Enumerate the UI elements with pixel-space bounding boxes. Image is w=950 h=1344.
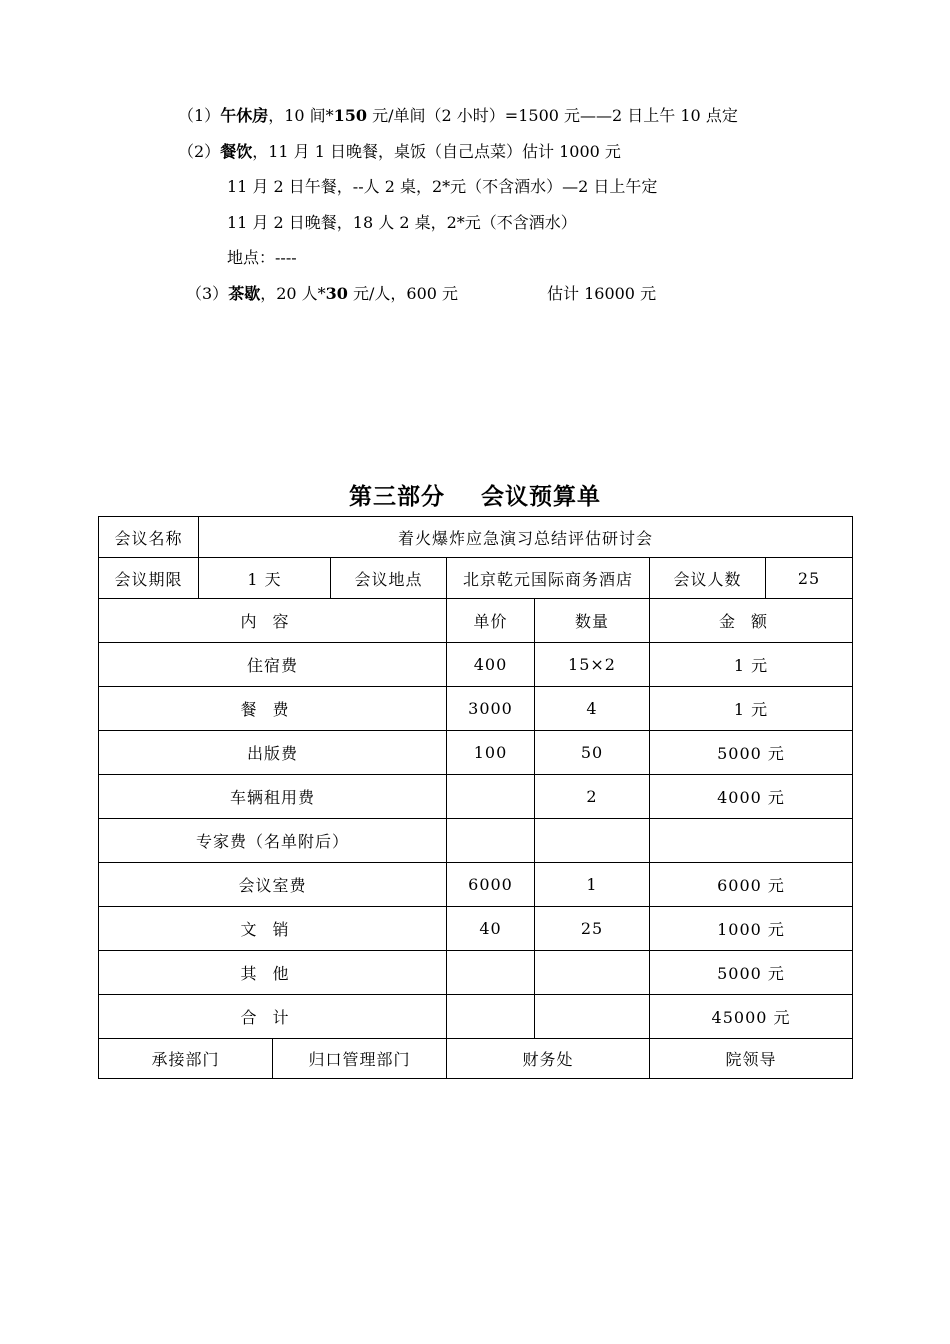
row-item: 文销 — [99, 907, 447, 951]
row-price: 6000 — [447, 863, 535, 907]
item-heading: 餐饮 — [220, 142, 253, 161]
count-label: 会议人数 — [650, 558, 766, 599]
row-price: 400 — [447, 643, 535, 687]
row-item: 专家费（名单附后） — [99, 819, 447, 863]
row-qty — [535, 995, 650, 1039]
table-row — [99, 863, 853, 907]
row-price: 100 — [447, 731, 535, 775]
table-row — [99, 731, 853, 775]
intro-line-1 — [178, 106, 738, 126]
table-row — [99, 643, 853, 687]
table-row — [99, 775, 853, 819]
row-item: 住宿费 — [99, 643, 447, 687]
total-row — [99, 995, 853, 1039]
item-bold-number: 30 — [325, 284, 348, 303]
row-price — [447, 995, 535, 1039]
header-content: 内容 — [99, 599, 447, 643]
signoff-finance: 财务处 — [447, 1039, 650, 1079]
row-price — [447, 819, 535, 863]
header-amount: 金额 — [650, 599, 853, 643]
item-number: （1） — [178, 106, 221, 125]
table-row — [99, 951, 853, 995]
budget-table — [98, 516, 853, 1079]
row-amount: 6000 元 — [650, 863, 853, 907]
row-qty: 50 — [535, 731, 650, 775]
signoff-undertaking-dept: 承接部门 — [99, 1039, 273, 1079]
item-number: （3） — [186, 284, 229, 303]
location-value: 北京乾元国际商务酒店 — [447, 558, 650, 599]
row-qty: 1 — [535, 863, 650, 907]
item-text: 元/单间（2 小时）=1500 元——2 日上午 10 点定 — [367, 106, 738, 125]
item-number: （2） — [178, 142, 221, 161]
row-qty: 15×2 — [535, 643, 650, 687]
row-qty: 25 — [535, 907, 650, 951]
row-amount: 1000 元 — [650, 907, 853, 951]
row-price: 40 — [447, 907, 535, 951]
row-item: 车辆租用费 — [99, 775, 447, 819]
row-price — [447, 951, 535, 995]
intro-line-3: 11 月 2 日午餐，--人 2 桌，2*元（不含酒水）—2 日上午定 — [227, 177, 658, 196]
intro-line-5: 地点：---- — [227, 248, 297, 267]
row-amount: 4000 元 — [650, 775, 853, 819]
row-amount: 1 元 — [650, 687, 853, 731]
item-heading: 茶歇 — [228, 284, 261, 303]
table-row — [99, 819, 853, 863]
period-label: 会议期限 — [99, 558, 199, 599]
row-item: 合计 — [99, 995, 447, 1039]
signoff-leadership: 院领导 — [650, 1039, 853, 1079]
signoff-row — [99, 1039, 853, 1079]
row-qty: 2 — [535, 775, 650, 819]
meeting-name-label: 会议名称 — [99, 517, 199, 558]
row-price — [447, 775, 535, 819]
row-qty: 4 — [535, 687, 650, 731]
meeting-name-row — [99, 517, 853, 558]
item-text: ，11 月 1 日晚餐，桌饭（自己点菜）估计 1000 元 — [252, 142, 621, 161]
estimate-text: 估计 16000 元 — [547, 284, 657, 303]
intro-line-2 — [178, 142, 621, 162]
period-value: 1 天 — [199, 558, 331, 599]
row-qty — [535, 951, 650, 995]
count-value: 25 — [766, 558, 853, 599]
row-amount: 45000 元 — [650, 995, 853, 1039]
table-row — [99, 687, 853, 731]
table-row — [99, 907, 853, 951]
item-text: 元/人，600 元 — [347, 284, 459, 303]
intro-line-6 — [186, 284, 458, 304]
meeting-info-row — [99, 558, 853, 599]
row-amount: 5000 元 — [650, 731, 853, 775]
row-amount: 5000 元 — [650, 951, 853, 995]
row-item: 会议室费 — [99, 863, 447, 907]
row-item: 出版费 — [99, 731, 447, 775]
intro-line-4: 11 月 2 日晚餐，18 人 2 桌，2*元（不含酒水） — [227, 213, 577, 232]
signoff-management-dept: 归口管理部门 — [273, 1039, 447, 1079]
header-price: 单价 — [447, 599, 535, 643]
row-amount: 1 元 — [650, 643, 853, 687]
item-bold-number: 150 — [333, 106, 368, 125]
row-qty — [535, 819, 650, 863]
row-item: 其他 — [99, 951, 447, 995]
row-price: 3000 — [447, 687, 535, 731]
section-title: 第三部分 会议预算单 — [348, 484, 602, 510]
row-item: 餐费 — [99, 687, 447, 731]
item-text: ，20 人* — [260, 284, 326, 303]
location-label: 会议地点 — [331, 558, 447, 599]
item-text: ，10 间* — [268, 106, 334, 125]
row-amount — [650, 819, 853, 863]
header-qty: 数量 — [535, 599, 650, 643]
header-row — [99, 599, 853, 643]
meeting-name-value: 着火爆炸应急演习总结评估研讨会 — [199, 517, 853, 558]
item-heading: 午休房 — [220, 106, 269, 125]
